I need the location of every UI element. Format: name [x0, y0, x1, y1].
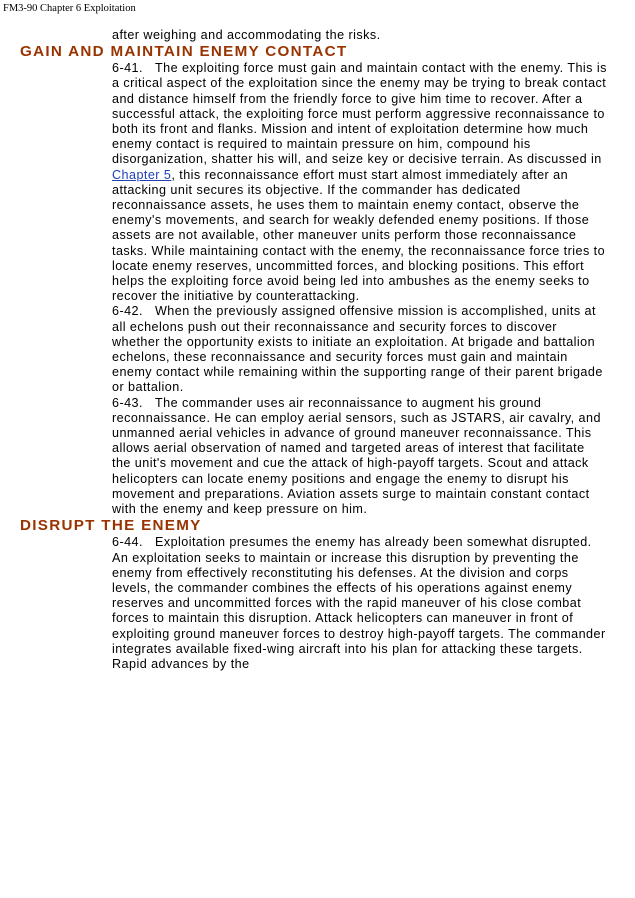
- paragraph-text: The exploiting force must gain and maintain contact with the enemy. This is a critical aspect of the exploitation since the enemy may be trying to break contact and distance himself from the friendly force to give him time to recover. After a successful attack, the exploiting force must perform aggressive reconnaissance to both its front and flanks. Mission and intent of exploitation determine how much enemy contact is required to maintain pressure on him, compound his disorganization, shatter his will, and seize key or decisive terrain. As discussed in: [112, 61, 607, 167]
- intro-text: after weighing and accommodating the risks.: [112, 28, 381, 42]
- paragraph-text: When the previously assigned offensive mission is accomplished, units at all echelons push out their reconnaissance and security forces to discover whether the opportunity exists to initiate an exploitation. At brigade and battalion echelons, these reconnaissance and security forces must gain and maintain enemy contact while remaining within the supporting range of their parent brigade or battalion.: [112, 304, 603, 395]
- chapter-5-link[interactable]: Chapter 5: [112, 167, 172, 182]
- paragraph-text: The commander uses air reconnaissance to augment his ground reconnaissance. He can employ aerial sensors, such as JSTARS, air cavalry, and unmanned aerial vehicles in advance of ground maneuver reconnaissance. This allows aerial observation of named and targeted areas of interest that facilitate the unit's movement and cue the attack of high-payoff targets. Scout and attack helicopters can locate enemy positions and engage the enemy to disrupt his movement and preparations. Aviation assets surge to maintain constant contact with the enemy and keep pressure on him.: [112, 395, 601, 517]
- section-heading-disrupt-enemy: DISRUPT THE ENEMY: [20, 517, 202, 535]
- paragraph-6-41: [112, 61, 607, 304]
- paragraph-6-44: [112, 535, 607, 672]
- section-heading-gain-contact: GAIN AND MAINTAIN ENEMY CONTACT: [20, 43, 348, 61]
- paragraph-6-42: [112, 304, 607, 395]
- running-header: FM3-90 Chapter 6 Exploitation: [3, 3, 136, 14]
- paragraph-number: 6-43.: [112, 395, 143, 410]
- paragraph-text: , this reconnaissance effort must start almost immediately after an attacking unit secures its objective. If the commander has dedicated reconnaissance assets, he uses them to maintain enemy contact, observe the enemy's movements, and search for weakly defended enemy positions. If those assets are not available, other maneuver units perform those reconnaissance tasks. While maintaining contact with the enemy, the reconnaissance force tries to locate enemy reserves, uncommitted forces, and blocking positions. This effort helps the exploiting force avoid being led into ambushes as the enemy seeks to recover the initiative by counterattacking.: [112, 167, 606, 304]
- paragraph-6-43: [112, 396, 607, 518]
- paragraph-number: 6-41.: [112, 61, 143, 76]
- paragraph-number: 6-42.: [112, 304, 143, 319]
- paragraph-number: 6-44.: [112, 535, 143, 550]
- paragraph-text: Exploitation presumes the enemy has already been somewhat disrupted. An exploitation seeks to maintain or increase this disruption by preventing the enemy from effectively reconstituting his defenses. At the division and corps levels, the commander combines the effects of his operations against enemy reserves and uncommitted forces with the rapid maneuver of his close combat forces to maintain this disruption. Attack helicopters can maneuver in front of exploiting ground maneuver forces to destroy high-payoff targets. The commander integrates available fixed-wing aircraft into his plan for attacking these targets. Rapid advances by the: [112, 535, 606, 671]
- document-body: [20, 28, 607, 672]
